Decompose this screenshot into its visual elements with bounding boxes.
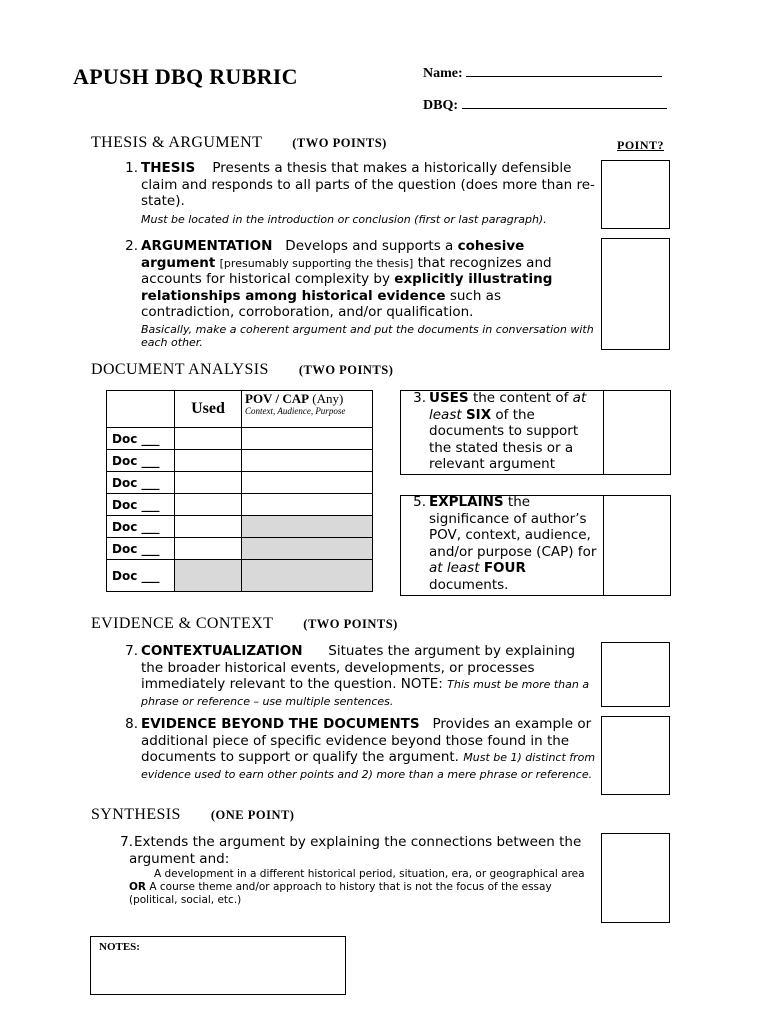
evidence-beyond-item: 8. EVIDENCE BEYOND THE DOCUMENTS Provides an example or additional piece of specific evidence beyond those found in the documents to support or qualify the argument. Must be 1) distinct from evidence used to earn other points and 2) more than a mere phrase or reference.: [125, 716, 596, 781]
argumentation-term: ARGUMENTATION: [141, 238, 273, 254]
dbq-input-line[interactable]: [462, 96, 667, 109]
dbq-label: DBQ:: [423, 98, 458, 113]
pov-cell[interactable]: [242, 428, 373, 450]
evidence-beyond-score-box[interactable]: [601, 716, 670, 795]
document-section-heading: DOCUMENT ANALYSIS (TWO POINTS): [91, 361, 394, 378]
pov-cell[interactable]: [242, 472, 373, 494]
thesis-score-box[interactable]: [601, 160, 670, 229]
contextualization-item: 7. CONTEXTUALIZATION Situates the argument by explaining the broader historical events, developments, or processes immediately relevant to the question. NOTE: This must be more than a phrase or reference – use multiple sentences.: [125, 643, 590, 708]
dbq-field: [423, 96, 667, 114]
document-points: (TWO POINTS): [298, 363, 394, 377]
notes-label: NOTES:: [99, 941, 140, 953]
notes-box[interactable]: [90, 936, 346, 995]
table-row: Doc ___: [107, 472, 373, 494]
contextualization-score-box[interactable]: [601, 642, 670, 707]
point-column-header: POINT?: [617, 138, 665, 152]
explains-item: 5. EXPLAINS the significance of author’s POV, context, audience, and/or purpose (CAP) for at least FOUR documents.: [413, 494, 597, 593]
pov-column-header: POV / CAP (Any) Context, Audience, Purpose: [242, 391, 373, 428]
used-cell[interactable]: [175, 450, 242, 472]
uses-item: 3. USES the content of at least SIX of the documents to support the stated thesis or a relevant argument: [413, 390, 587, 472]
synthesis-score-box[interactable]: [601, 833, 670, 923]
synthesis-section-heading: SYNTHESIS (ONE POINT): [91, 806, 295, 823]
used-cell[interactable]: [175, 472, 242, 494]
pov-cell[interactable]: [242, 450, 373, 472]
explains-score-box[interactable]: [604, 496, 669, 594]
table-row: Doc ___: [107, 516, 373, 538]
name-label: Name:: [423, 66, 463, 81]
synthesis-item: 7. Extends the argument by explaining the connections between the argument and: A development in a different historical period, situation, era, or geographical area OR A course theme and/or approach to history that is not the focus of the essay (political, social, etc.): [129, 834, 599, 907]
pov-cell-disabled: [242, 538, 373, 560]
table-row: Doc ___: [107, 494, 373, 516]
used-column-header: Used: [175, 391, 242, 428]
pov-cell-disabled: [242, 560, 373, 592]
pov-cell-disabled: [242, 516, 373, 538]
thesis-term: THESIS: [141, 160, 196, 176]
thesis-section-heading: THESIS & ARGUMENT (TWO POINTS): [91, 134, 387, 151]
argumentation-note: Basically, make a coherent argument and put the documents in conversation with each other.: [141, 322, 594, 349]
argumentation-item: 2. ARGUMENTATION Develops and supports a cohesive argument [presumably supporting the thesis] that recognizes and accounts for historical complexity by explicitly illustrating relationships among historical evidence such as contradiction, corroboration, and/or qualification. Basically, make a coherent argument and put the documents in conversation with each other.: [141, 238, 596, 350]
page-title: APUSH DBQ RUBRIC: [73, 64, 298, 89]
evidence-points: (TWO POINTS): [303, 617, 398, 631]
used-cell[interactable]: [175, 538, 242, 560]
evidence-section-heading: EVIDENCE & CONTEXT (TWO POINTS): [91, 615, 398, 632]
name-input-line[interactable]: [466, 64, 662, 77]
thesis-note: Must be located in the introduction or conclusion (first or last paragraph).: [141, 212, 547, 226]
used-cell[interactable]: [175, 428, 242, 450]
document-table: [106, 390, 373, 592]
argumentation-score-box[interactable]: [601, 238, 670, 350]
used-cell[interactable]: [175, 516, 242, 538]
used-cell-disabled: [175, 560, 242, 592]
used-cell[interactable]: [175, 494, 242, 516]
contextualization-term: CONTEXTUALIZATION: [141, 643, 303, 659]
thesis-text: Presents a thesis that makes a historically defensible claim and responds to all parts of the question (does more than re-state).: [141, 160, 595, 209]
synthesis-points: (ONE POINT): [210, 808, 295, 822]
table-row: Doc ___: [107, 428, 373, 450]
thesis-points: (TWO POINTS): [292, 136, 387, 150]
synthesis-options: A development in a different historical period, situation, era, or geographical area OR A course theme and/or approach to history that is not the focus of the essay (political, social, etc.): [129, 868, 585, 906]
evidence-beyond-term: EVIDENCE BEYOND THE DOCUMENTS: [141, 716, 420, 732]
table-row: Doc ___: [107, 560, 373, 592]
document-table-header: [107, 391, 373, 428]
name-field: [423, 64, 662, 82]
table-row: Doc ___: [107, 538, 373, 560]
thesis-item: 1. THESIS Presents a thesis that makes a historically defensible claim and responds to all parts of the question (does more than re-state). Must be located in the introduction or conclusion (first or last paragraph).: [125, 160, 595, 226]
uses-score-box[interactable]: [604, 391, 669, 473]
table-row: Doc ___: [107, 450, 373, 472]
pov-cell[interactable]: [242, 494, 373, 516]
